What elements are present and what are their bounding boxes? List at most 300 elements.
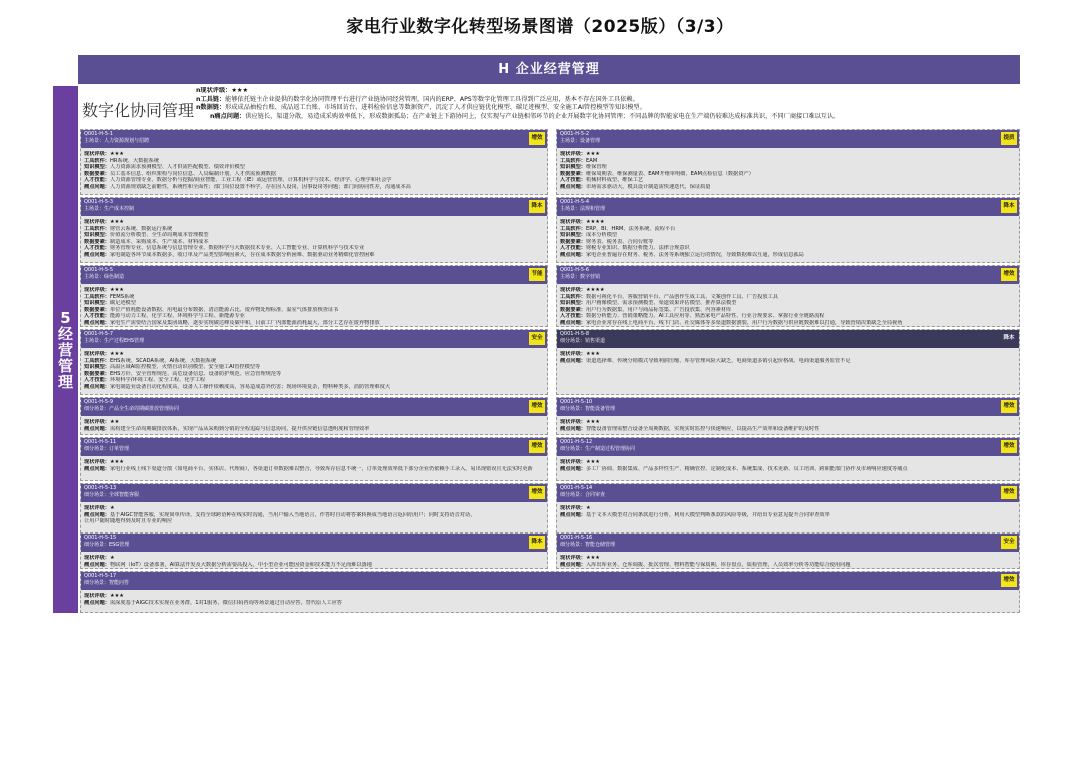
- field-label: 工具软件：: [84, 293, 110, 300]
- field-value: ★★★: [585, 555, 600, 561]
- field-label: 工具软件：: [560, 225, 586, 232]
- rating-label: n现状评级：: [196, 87, 232, 94]
- field-value: 财务管理专业、信息系统与信息管理专业、数据科学与大数据技术专业、人工智能专业、计算机科学与技术专业: [109, 245, 365, 252]
- card-id: Q001-H-5-17: [84, 573, 117, 579]
- card-field-row: [84, 505, 543, 512]
- card-field-row: [560, 245, 1015, 252]
- field-label: 数据要素：: [84, 306, 110, 313]
- field-label: 痛点问题：: [84, 465, 110, 472]
- scenario-card: [80, 533, 548, 569]
- field-label: 现状评级：: [84, 593, 110, 599]
- card-body: [81, 590, 1019, 606]
- field-value: ★: [109, 505, 115, 511]
- card-body: [81, 348, 547, 391]
- field-label: 现状评级：: [84, 287, 110, 293]
- card-field-row: [84, 371, 543, 378]
- scenario-card: [556, 397, 1020, 435]
- field-label: 人才技能：: [84, 177, 110, 184]
- card-field-row: [560, 158, 1015, 165]
- card-field-row: [84, 300, 543, 307]
- side-char: 营: [57, 340, 73, 359]
- card-body: [81, 216, 547, 259]
- card-field-row: [560, 466, 1015, 473]
- field-label: 工具软件：: [560, 293, 586, 300]
- field-value: 财务表、税务表、合同台账等: [585, 238, 654, 245]
- card-scene-name: 细分场景：智能仓储管理: [560, 542, 616, 548]
- field-label: 知识模型：: [560, 300, 586, 307]
- field-value: 机械材料成型、维保工艺: [585, 177, 644, 184]
- scenario-card: [556, 437, 1020, 481]
- card-header: [557, 266, 1019, 284]
- field-value: 家电制造各环节成本数据多，收订单及产品类型影响因素大，存在成本数据分析困难、数据驱动业务精细化管控困难: [109, 251, 375, 258]
- card-value-tag: 降本: [529, 536, 545, 549]
- card-field-row: [560, 459, 1015, 466]
- section-side-label: [53, 86, 78, 613]
- field-label: 现状评级：: [84, 351, 110, 357]
- card-scene-name: 细分场景：生产制造过程管理协同: [560, 446, 636, 452]
- card-field-row: [84, 219, 543, 226]
- card-field-row: [560, 239, 1015, 246]
- card-field-row: [560, 252, 1015, 259]
- field-label: 现状评级：: [560, 459, 586, 465]
- field-value: 家电制造业设备自动化程度高，设备人工操作依赖度高，容易造成意外伤害；现场环境复杂，物料种类多，消防管理难度大: [109, 383, 391, 390]
- field-label: 人才技能：: [84, 377, 110, 384]
- card-field-row: [560, 171, 1015, 178]
- card-scene-name: 主场景：设备管理: [560, 138, 601, 144]
- field-value: ★★★: [109, 459, 124, 465]
- field-label: 工具软件：: [84, 357, 110, 364]
- field-value: 高温区域AI监控模型、火情自动识别模型、安全施工AI管控模型等: [109, 364, 261, 371]
- field-value: 维保周期表、维保测量表、EAM开维单明细、EAM点检信息（数据资产）: [585, 170, 754, 177]
- card-field-row: [560, 151, 1015, 158]
- section-band: H 企业经营管理: [78, 55, 1020, 84]
- scenario-card: [80, 265, 548, 327]
- card-header: [81, 484, 547, 502]
- field-value: 入库出库业务、仓库调拨、批次管理、物料智能与保质期、库存盘点、质检管理，人员效率分析等功能综合使用问题: [585, 561, 851, 568]
- card-value-tag: 增效: [529, 486, 545, 499]
- field-label: 工具软件：: [84, 157, 110, 164]
- card-field-row: [84, 562, 543, 569]
- field-value: ★★★: [109, 593, 124, 599]
- card-field-row: [84, 466, 543, 473]
- card-scene-name: 细分场景：产品全生命周期碳排放管理协同: [84, 406, 180, 412]
- field-value: 需深度基于AIGC技术实现在业务群，1对1服务，微信扫码咨询等场景通过自动应答，替代原人工应答: [109, 599, 342, 606]
- card-scene-name: 主场景：绿色制造: [84, 274, 125, 280]
- card-id: Q001-H-5-1: [84, 131, 114, 137]
- scenario-card: [80, 571, 1020, 613]
- card-field-row: [560, 505, 1015, 512]
- card-id: Q001-H-5-16: [560, 535, 593, 541]
- field-label: 痛点问题：: [560, 465, 586, 472]
- card-body: [81, 552, 547, 568]
- field-label: 人才技能：: [560, 245, 586, 252]
- card-id: Q001-H-5-13: [84, 485, 117, 491]
- field-value: 家电企业常存在线上电商平台、线下门店、社交媒体等多渠道数据割裂，用户行为数据与供应链数据难以打通，导致营销决策缺乏全局视角: [585, 319, 903, 326]
- field-value: 财管云系统、数据运行系统: [109, 225, 173, 232]
- side-char: 经: [57, 324, 73, 343]
- field-value: 家电企业普遍存在财务、税务、法务等系统独立运行的情况，导致数据难以互通，形成信息孤岛: [585, 251, 804, 258]
- field-label: 痛点问题：: [84, 319, 110, 326]
- side-char: 管: [57, 356, 73, 375]
- card-field-row: [84, 252, 543, 259]
- card-id: Q001-H-5-8: [560, 331, 590, 337]
- field-value: 需构建全生命周期碳排放体系，实现产品从采购到分销的全程追踪与信息协同，提升供应链信息透明度和管理效率: [109, 425, 370, 432]
- scenario-card: [80, 437, 548, 481]
- field-label: 知识模型：: [84, 364, 110, 371]
- card-scene-name: 细分场景：订单管理: [84, 446, 130, 452]
- field-label: 数据要素：: [84, 170, 110, 177]
- side-char: 理: [57, 372, 73, 391]
- field-value: 环境科学/环境工程、安全工程、化学工程: [109, 377, 206, 384]
- scenario-card: [556, 483, 1020, 533]
- card-header: [557, 198, 1019, 216]
- card-field-row: [560, 555, 1015, 562]
- field-value: 用户画像模型、需求预测模型、渠道效果评估模型、推荐算法模型: [585, 300, 737, 307]
- card-field-row: [84, 226, 543, 233]
- field-label: 痛点问题：: [84, 425, 110, 432]
- intro-heading: 数字化协同管理: [82, 101, 195, 120]
- field-value: 数据可视化平台、客服营销平台、产品创作生成工具、文案创作工具、广告投放工具: [585, 293, 778, 300]
- card-id: Q001-H-5-2: [560, 131, 590, 137]
- card-field-row: [560, 358, 1015, 365]
- card-header: [81, 130, 547, 148]
- field-label: 痛点问题：: [560, 511, 586, 518]
- field-label: 数据要素：: [560, 238, 586, 245]
- rating-value: ★★★: [231, 87, 248, 94]
- field-value: ★★★: [109, 219, 124, 225]
- side-number: 5: [60, 308, 71, 327]
- card-value-tag: 降本: [529, 200, 545, 213]
- field-label: 知识模型：: [84, 164, 110, 171]
- field-label: 工具软件：: [560, 157, 586, 164]
- field-value: ★★★★: [585, 287, 605, 293]
- card-field-row: [84, 313, 543, 320]
- scenario-card: [80, 397, 548, 435]
- card-body: [557, 148, 1019, 191]
- field-value: ★: [585, 505, 591, 511]
- intro-pain-line: [196, 113, 1020, 122]
- card-field-row: [560, 294, 1015, 301]
- card-field-row: [84, 158, 543, 165]
- card-field-row: [84, 426, 543, 433]
- card-id: Q001-H-5-9: [84, 399, 114, 405]
- field-label: 现状评级：: [84, 419, 110, 425]
- card-value-tag: 增效: [529, 132, 545, 145]
- card-body: [557, 456, 1019, 472]
- field-value: 碳足迹模型: [109, 300, 136, 307]
- card-field-row: [84, 512, 543, 519]
- card-field-row: [84, 245, 543, 252]
- card-header: [81, 534, 547, 552]
- card-field-row: [560, 351, 1015, 358]
- field-value: ERP、BI、HRM、法务系统、流程平台: [585, 225, 676, 232]
- card-scene-name: 细分场景：智能问答: [84, 580, 130, 586]
- field-label: 人才技能：: [84, 313, 110, 320]
- field-value: 单位产值耗能设备数据、用电最分布数据、清洁能源占比、废弃物处理标准、温室气体排放核查证书: [109, 306, 339, 313]
- card-body: [81, 456, 547, 472]
- intro-lines: [196, 87, 1020, 121]
- field-label: 痛点问题：: [84, 383, 110, 390]
- card-field-row: [84, 459, 543, 466]
- card-header: [81, 572, 1019, 590]
- field-label: 现状评级：: [84, 219, 110, 225]
- card-field-row: [84, 239, 543, 246]
- card-scene-name: 细分场景：全球智能客服: [84, 492, 140, 498]
- card-scene-name: 细分场景：ESG管理: [84, 542, 130, 548]
- field-value: 市场需求驱动大，模具设计制造需快速迭代，保证质量: [585, 183, 711, 190]
- field-label: 工具软件：: [84, 225, 110, 232]
- intro-block: [80, 86, 1020, 126]
- card-field-row: [560, 320, 1015, 327]
- card-field-row: [560, 426, 1015, 433]
- tools-value: 能够依托链主企业提供的数字化协同管理平台进行产业链协同经营管理，国内的ERP、APS等数字化管理工具得到广泛应用，基本不存在国外工具依赖。: [225, 95, 639, 103]
- card-value-tag: 安全: [1001, 536, 1017, 549]
- field-value: 物联网（IoT）设备部署，AI算法开发及大数据分析需要高投入，中小型企业可能因资金和技术能力不足而难以落地: [109, 561, 372, 568]
- card-id: Q001-H-5-3: [84, 199, 114, 205]
- field-label: 痛点问题：: [560, 561, 586, 568]
- card-field-row: [84, 320, 543, 327]
- card-body: [557, 416, 1019, 432]
- card-field-row: [560, 177, 1015, 184]
- card-field-row: [84, 518, 543, 525]
- card-field-row: [84, 364, 543, 371]
- scenario-card: [556, 265, 1020, 327]
- field-label: 现状评级：: [560, 351, 586, 357]
- card-field-row: [560, 219, 1015, 226]
- card-field-row: [560, 307, 1015, 314]
- card-value-tag: 增效: [1001, 268, 1017, 281]
- field-value: ★: [109, 555, 115, 561]
- card-value-tag: 增效: [1001, 400, 1017, 413]
- field-value: 人力资源管理专业、数据分析与挖掘/商业智能、工业工程（IE）或运营管理、计算机科学与技术、经济学、心理学和社会学: [109, 177, 392, 184]
- field-value: 智能设备管理需整合设备全周期数据，实现实时监控与快速响应，以提高生产效率和设备维护的及时性: [585, 425, 820, 432]
- field-value: ★★★★: [585, 219, 605, 225]
- card-body: [81, 502, 547, 525]
- field-label: 现状评级：: [84, 555, 110, 561]
- scenario-card: [556, 533, 1020, 569]
- field-label: 现状评级：: [84, 151, 110, 157]
- field-value: 员工基本信息、组织架构与岗位信息、人员编制计划、人才供需预测数据: [109, 170, 276, 177]
- card-field-row: [560, 419, 1015, 426]
- field-value: 多工厂协调、数据集成、产品多样性生产、精确管控、定制化成本、系统集成、技术更新、员工培训、跨职能部门协作及市场响应速度等痛点: [585, 465, 908, 472]
- field-value: 渠道选择难、传统分销模式导致利润压缩、库存管理风险大缺乏，电商渠道多销引起价格战、电商渠道服务监管不足: [585, 357, 851, 364]
- field-label: 痛点问题：: [84, 561, 110, 568]
- field-value: 能源与动力工程、化学工程、环境科学与工程、新能源专业: [109, 313, 245, 320]
- card-field-row: [84, 171, 543, 178]
- card-id: Q001-H-5-4: [560, 199, 590, 205]
- card-value-tag: 增效: [529, 400, 545, 413]
- card-scene-name: 细分场景：合同审查: [560, 492, 606, 498]
- card-header: [557, 398, 1019, 416]
- field-label: 现状评级：: [84, 505, 110, 511]
- card-value-tag: 增效: [1001, 486, 1017, 499]
- field-value: 数据分析能力、营销策略能力、AI工具应用等、熟悉家电产品特性、行业合规要求、掌握行业全链路流程: [585, 313, 825, 320]
- card-scene-name: 主场景：法规和管理: [560, 206, 606, 212]
- data-label: n数据链：: [196, 104, 226, 112]
- field-value: EHS系统、SCADA系统、AI系统、大数据系统: [109, 357, 217, 364]
- field-label: 痛点问题：: [560, 251, 586, 258]
- card-id: Q001-H-5-12: [560, 439, 593, 445]
- field-label: 人才技能：: [560, 177, 586, 184]
- field-value: EAM: [585, 157, 598, 164]
- card-header: [81, 266, 547, 284]
- card-field-row: [84, 377, 543, 384]
- tools-label: n工具链：: [196, 95, 226, 103]
- field-value: 让用户随时随地得到及时且专业的响应: [84, 518, 173, 525]
- field-value: ★★★: [585, 151, 600, 157]
- card-body: [81, 416, 547, 432]
- field-label: 人才技能：: [560, 313, 586, 320]
- field-label: 痛点问题：: [560, 319, 586, 326]
- card-value-tag: 增效: [1001, 574, 1017, 587]
- card-body: [81, 148, 547, 191]
- field-value: 基于AIGC智能客服，实现简单传译，支持全球跨语种在线实时沟通，当用户输入当地语言，作答时自动将答案转换成当地语言返回给用户；同时支持语音对话，: [109, 511, 476, 518]
- card-field-row: [560, 184, 1015, 191]
- card-header: [81, 438, 547, 456]
- card-field-row: [84, 600, 1015, 607]
- card-field-row: [84, 307, 543, 314]
- field-label: 痛点问题：: [84, 183, 110, 190]
- card-scene-name: 细分场景：智能设备管理: [560, 406, 616, 412]
- field-label: 痛点问题：: [84, 251, 110, 258]
- field-label: 现状评级：: [560, 287, 586, 293]
- card-field-row: [84, 287, 543, 294]
- field-label: 现状评级：: [560, 555, 586, 561]
- field-label: 知识模型：: [560, 164, 586, 171]
- field-value: ★★★: [585, 351, 600, 357]
- card-field-row: [84, 151, 543, 158]
- card-header: [557, 438, 1019, 456]
- field-value: 价值流分析模型、全生命周期成本管理模型: [109, 232, 209, 239]
- field-label: 痛点问题：: [560, 183, 586, 190]
- card-field-row: [84, 177, 543, 184]
- field-label: 痛点问题：: [560, 425, 586, 432]
- field-value: 基于文本大模型对合同条款进行分析，利用大模型判断条款的风险等级，并给出专业意见提升合同审查效率: [585, 511, 830, 518]
- intro-data-line: [196, 104, 1020, 113]
- card-scene-name: 主场景：数字营销: [560, 274, 601, 280]
- scenario-card: [556, 129, 1020, 195]
- field-value: ★★★: [585, 459, 600, 465]
- card-body: [557, 502, 1019, 518]
- field-value: 家电生产需要结合国家及集团战略，逐步实现碳达峰及碳中和，目前工厂内部能源消耗最大，部分工艺存在废弃物排放: [109, 319, 380, 326]
- scenario-card: [80, 483, 548, 533]
- card-field-row: [84, 232, 543, 239]
- card-field-row: [84, 593, 1015, 600]
- card-value-tag: 安全: [529, 332, 545, 345]
- field-label: 数据要素：: [560, 170, 586, 177]
- card-id: Q001-H-5-10: [560, 399, 593, 405]
- card-body: [557, 216, 1019, 259]
- card-scene-name: 主场景：生产成本控制: [84, 206, 135, 212]
- card-id: Q001-H-5-11: [84, 439, 117, 445]
- intro-rating-line: [196, 87, 1020, 96]
- card-field-row: [84, 384, 543, 391]
- field-value: ★★★: [109, 287, 124, 293]
- card-field-row: [84, 184, 543, 191]
- intro-tools-line: [196, 96, 1020, 105]
- field-value: 成本分析模型: [585, 232, 618, 239]
- field-value: 维保管理: [585, 164, 607, 171]
- card-field-row: [560, 164, 1015, 171]
- scenario-card: [80, 197, 548, 263]
- field-value: 制造成本、采购成本、生产成本、材料成本: [109, 238, 209, 245]
- field-label: 痛点问题：: [84, 599, 110, 606]
- field-label: 痛点问题：: [560, 357, 586, 364]
- card-header: [81, 198, 547, 216]
- field-label: 数据要素：: [84, 238, 110, 245]
- card-field-row: [560, 562, 1015, 569]
- card-id: Q001-H-5-14: [560, 485, 593, 491]
- field-value: 财税专业知识、数据分析能力、法律合规意识: [585, 245, 690, 252]
- field-value: ★★: [109, 419, 120, 425]
- field-label: 现状评级：: [84, 459, 110, 465]
- field-value: 用户行为数据集、用户与商品标签集、广告投放集、内容素材库: [585, 306, 732, 313]
- card-body: [557, 552, 1019, 568]
- card-body: [557, 284, 1019, 327]
- field-value: ★★★: [585, 419, 600, 425]
- card-scene-name: 主场景：人力资源规划与招聘: [84, 138, 150, 144]
- card-value-tag: 增效: [529, 440, 545, 453]
- card-value-tag: 降本: [1001, 332, 1017, 345]
- card-body: [557, 348, 1019, 364]
- card-scene-name: 细分场景：销售渠道: [560, 338, 606, 344]
- card-header: [557, 330, 1019, 348]
- card-header: [557, 484, 1019, 502]
- data-value: 形成成品抽检台账、成品返工台账、市场回访台、进料检验信息等数据资产，沉淀了人才供应链优化模型、碳足迹模型、安全施工AI管控模型等知识模型。: [225, 104, 646, 112]
- card-value-tag: 节能: [529, 268, 545, 281]
- card-field-row: [560, 232, 1015, 239]
- field-label: 现状评级：: [560, 219, 586, 225]
- card-field-row: [560, 300, 1015, 307]
- field-value: 人力资源需求预测模型、人才供需匹配模型、绩效评价模型: [109, 164, 245, 171]
- field-value: FEMS系统: [109, 293, 135, 300]
- card-field-row: [560, 287, 1015, 294]
- scenario-card: [556, 197, 1020, 263]
- scenario-card: [80, 129, 548, 195]
- card-field-row: [560, 512, 1015, 519]
- page-title: 家电行业数字化转型场景图谱（2025版）（3/3）: [346, 17, 734, 37]
- field-label: 知识模型：: [84, 300, 110, 307]
- field-label: 痛点问题：: [84, 511, 110, 518]
- card-id: Q001-H-5-15: [84, 535, 117, 541]
- field-label: 现状评级：: [560, 151, 586, 157]
- card-value-tag: 提质: [1001, 132, 1017, 145]
- card-header: [81, 398, 547, 416]
- card-field-row: [84, 555, 543, 562]
- field-value: ★★★: [109, 151, 124, 157]
- card-header: [81, 330, 547, 348]
- card-field-row: [84, 358, 543, 365]
- card-value-tag: 增效: [1001, 440, 1017, 453]
- field-value: EHS方针、安全管理规范、高危设备信息、设备防护规范、应急管理规范等: [109, 370, 282, 377]
- scenario-card: [80, 329, 548, 395]
- field-value: 人力资源规划缺乏前瞻性，系统性和全面性；部门岗位设置不科学，存在因人设岗，因事设岗等问题；部门间协同性差，沟通成本高: [109, 183, 411, 190]
- card-field-row: [560, 313, 1015, 320]
- field-label: 现状评级：: [560, 505, 586, 511]
- card-body: [81, 284, 547, 327]
- field-label: 知识模型：: [560, 232, 586, 239]
- scenario-card: [556, 329, 1020, 395]
- field-label: 人才技能：: [84, 245, 110, 252]
- card-id: Q001-H-5-7: [84, 331, 114, 337]
- field-label: 数据要素：: [84, 370, 110, 377]
- field-label: 知识模型：: [84, 232, 110, 239]
- card-field-row: [560, 226, 1015, 233]
- field-value: 家电行业线上线下渠道分散（如电商平台、实体店、代理商），各渠道订单数据难以整合，导致库存信息不统一，订单处理效率低下部分企业仍依赖手工录入，易出现错误且无法实时更新: [109, 465, 533, 472]
- pain-value: 供应链长，渠道分散，易造成采购效率低下，形成数据孤岛；在产业链上下游协同上，仅实现与产业链相邻环节的企业开展数字化协同管理；不同品牌的智能家电在生产端仍较难达成标准共识，不同厂商接口难以互认。: [245, 112, 840, 120]
- card-field-row: [84, 419, 543, 426]
- field-label: 现状评级：: [560, 419, 586, 425]
